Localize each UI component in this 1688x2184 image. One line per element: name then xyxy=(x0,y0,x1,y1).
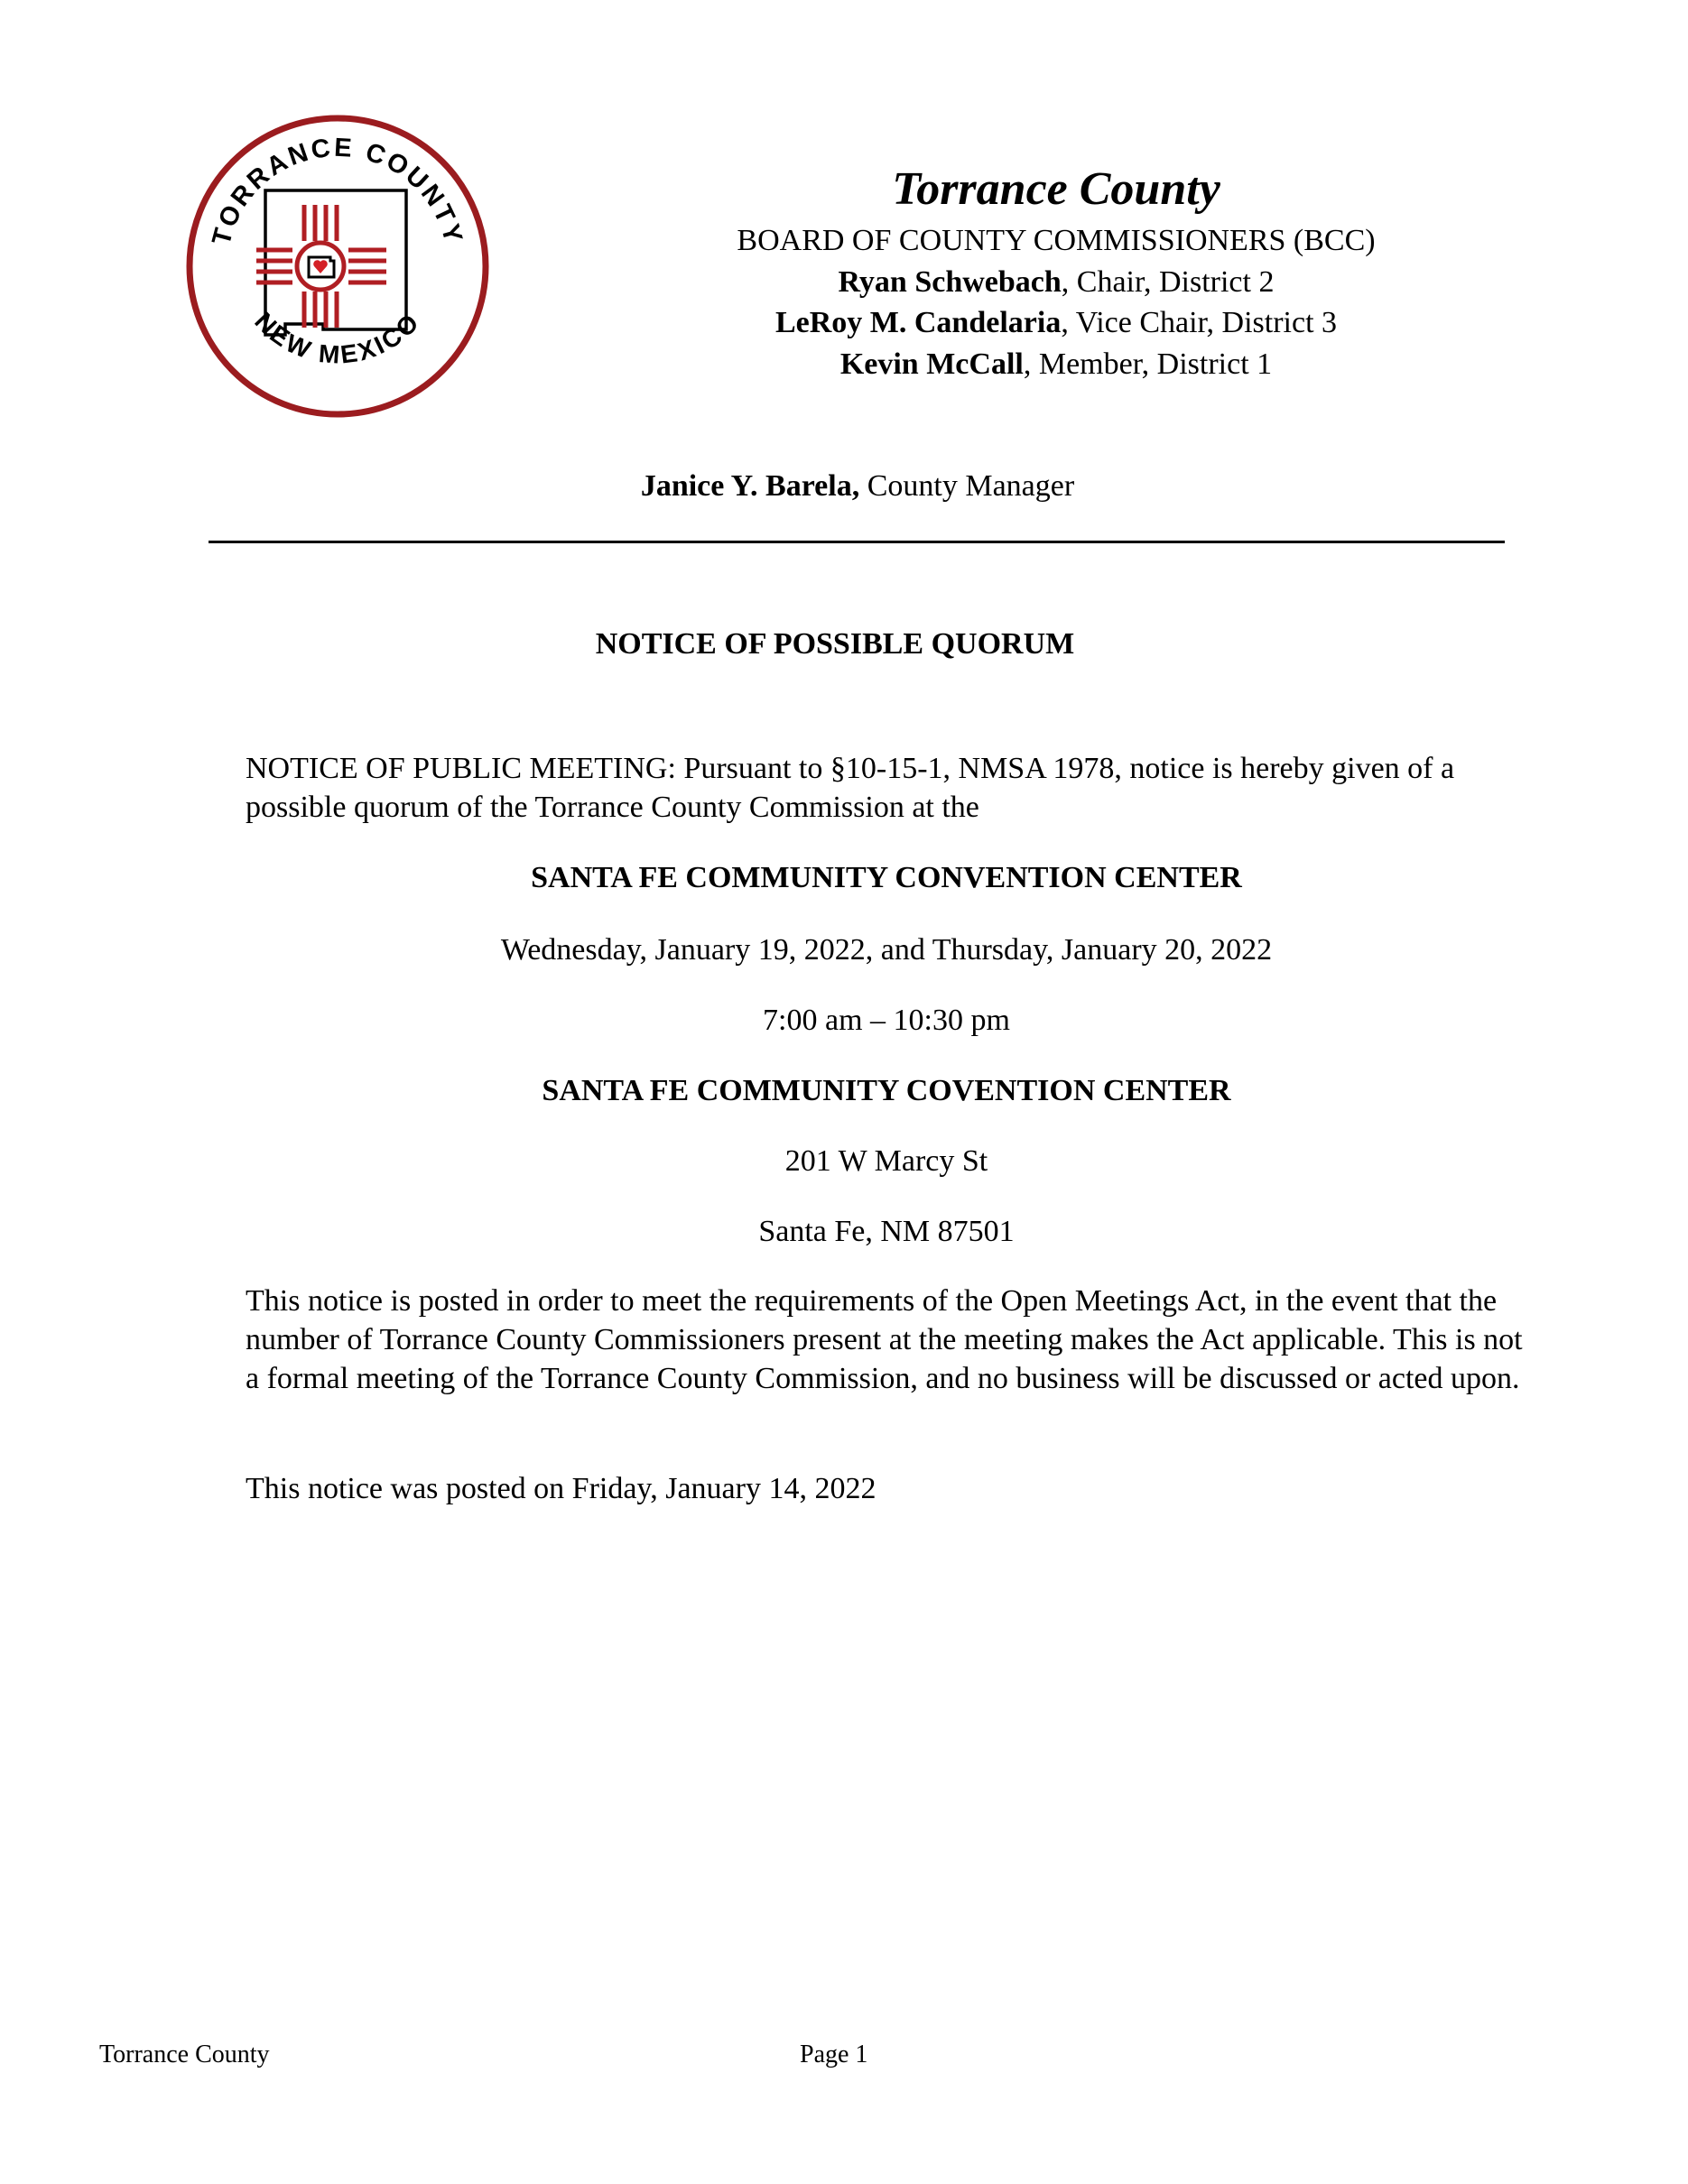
meeting-time: 7:00 am – 10:30 pm xyxy=(763,1004,1010,1037)
manager-role: County Manager xyxy=(859,469,1075,503)
intro-paragraph: NOTICE OF PUBLIC MEETING: Pursuant to §10-15-1, NMSA 1978, notice is hereby given of a possible quorum of the Torrance County Commission at the xyxy=(246,752,1455,824)
venue-name: SANTA FE COMMUNITY CONVENTION CENTER xyxy=(531,861,1242,894)
member-role: , Vice Chair, District 3 xyxy=(1061,306,1338,339)
county-seal-logo xyxy=(186,115,489,418)
board-member-line xyxy=(686,346,1426,384)
county-title: Torrance County xyxy=(892,163,1220,215)
footer-page-number: Page 1 xyxy=(800,2041,868,2068)
member-role: , Member, District 1 xyxy=(1023,347,1273,381)
footer-county: Torrance County xyxy=(99,2041,270,2068)
venue-name-repeat: SANTA FE COMMUNITY COVENTION CENTER xyxy=(542,1074,1231,1107)
header-divider xyxy=(209,541,1505,543)
county-manager-line xyxy=(406,467,1309,505)
member-name: Kevin McCall xyxy=(839,347,1024,381)
member-name: LeRoy M. Candelaria xyxy=(774,306,1062,339)
board-member-line xyxy=(686,304,1426,342)
address-street: 201 W Marcy St xyxy=(784,1144,988,1178)
address-city: Santa Fe, NM 87501 xyxy=(758,1215,1015,1248)
notice-heading: NOTICE OF POSSIBLE QUORUM xyxy=(595,627,1075,661)
seal-bottom-text: NEW MEXICO xyxy=(249,307,426,369)
disclaimer-paragraph: This notice is posted in order to meet the requirements of the Open Meetings Act, in the event that the number of Torrance County Commissioners present at the meeting makes the Act applicable. This is not a formal meeting of the Torrance County Commission, and no business will be discussed or acted upon. xyxy=(246,1284,1523,1395)
board-name: BOARD OF COUNTY COMMISSIONERS (BCC) xyxy=(737,224,1376,257)
posted-date-paragraph: This notice was posted on Friday, January 14, 2022 xyxy=(246,1472,876,1505)
board-member-line xyxy=(686,264,1426,301)
seal-top-text: TORRANCE COUNTY xyxy=(207,133,468,249)
member-role: , Chair, District 2 xyxy=(1061,265,1275,299)
manager-name: Janice Y. Barela, xyxy=(640,469,860,503)
member-name: Ryan Schwebach xyxy=(838,265,1062,299)
meeting-dates: Wednesday, January 19, 2022, and Thursday, January 20, 2022 xyxy=(500,933,1273,967)
